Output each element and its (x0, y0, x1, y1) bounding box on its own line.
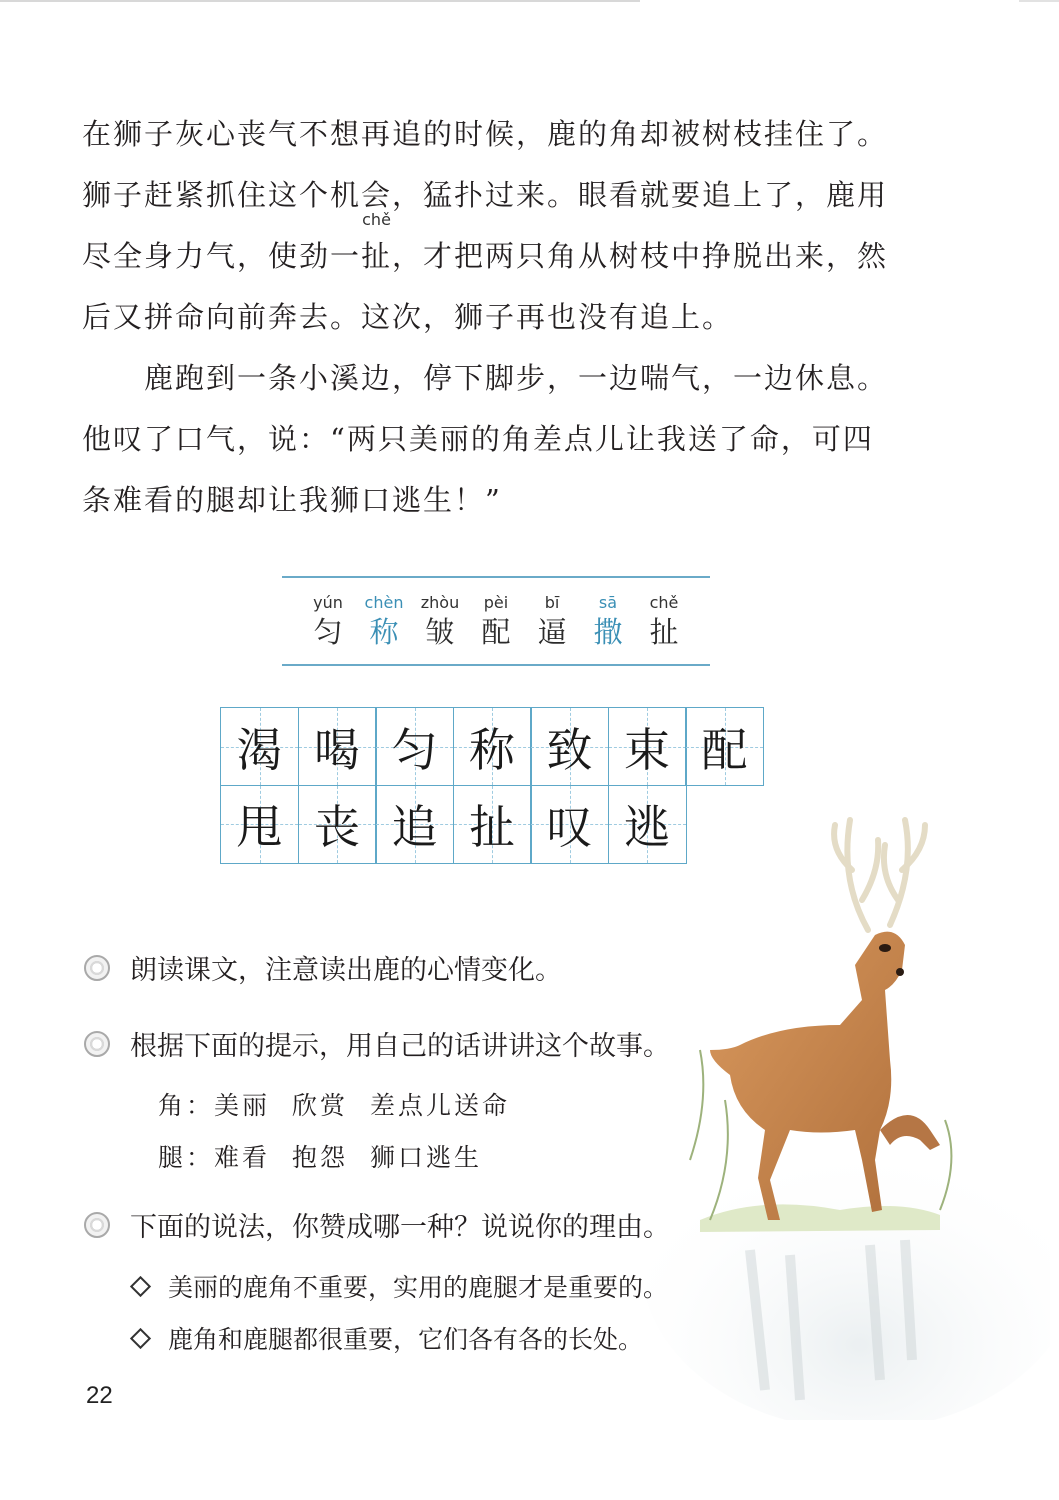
word-char: 撒 (593, 615, 623, 649)
grid-char: 甩 (236, 800, 283, 854)
grid-char: 丧 (314, 800, 360, 854)
option-text: 美丽的鹿角不重要，实用的鹿腿才是重要的。 (168, 1273, 669, 1302)
hint-word: 难看 (214, 1143, 271, 1172)
story-line: 鹿跑到一条小溪边，停下脚步，一边喘气，一边休息。 (144, 361, 889, 395)
grid-cell (453, 785, 532, 864)
new-word (535, 592, 569, 650)
deer-nose-shape (896, 968, 904, 976)
exercise-bullet-icon (84, 955, 110, 981)
grid-char: 渴 (236, 722, 283, 777)
grid-char: 喝 (314, 722, 360, 777)
word-char: 匀 (313, 615, 343, 649)
grid-cell (298, 785, 377, 864)
grid-char: 致 (546, 722, 593, 777)
word-pinyin: zhòu (420, 593, 460, 612)
exercise-text: 朗读课文，注意读出鹿的心情变化。 (130, 955, 562, 985)
deer-eye-shape (879, 944, 891, 952)
grid-char: 匀 (391, 722, 438, 777)
hint-word: 狮口逃生 (370, 1143, 483, 1172)
word-pinyin: bī (544, 593, 560, 612)
story-line: 在狮子灰心丧气不想再追的时候，鹿的角却被树枝挂住了。 (82, 117, 889, 151)
grid-cell (375, 707, 454, 786)
top-rule (0, 0, 640, 2)
new-word (479, 592, 513, 650)
deer-illustration (640, 800, 1050, 1420)
grid-char: 称 (469, 722, 515, 777)
exercise-3 (84, 1205, 670, 1244)
word-char: 称 (369, 615, 399, 649)
word-char: 配 (481, 615, 511, 649)
grid-char: 追 (391, 800, 438, 854)
story-segment: ，才把两只角从树枝中挣脱出来，然 (392, 239, 889, 273)
story-line: 后又拼命向前奔去。这次，狮子再也没有追上。 (82, 300, 734, 334)
word-char: 扯 (649, 615, 679, 649)
grid-cell (220, 785, 299, 864)
word-pinyin: sā (598, 593, 618, 612)
grid-cell (530, 707, 609, 786)
exercise-bullet-icon (84, 1031, 110, 1057)
story-text (82, 104, 912, 531)
word-pinyin: chèn (364, 593, 404, 612)
grid-char: 叹 (546, 800, 593, 854)
top-rule-right (1019, 0, 1059, 2)
ruby-pinyin: chě (362, 210, 391, 229)
new-word (311, 592, 345, 650)
word-char: 逼 (537, 615, 567, 649)
hint-word: 美丽 (214, 1091, 271, 1120)
grid-cell (530, 785, 609, 864)
word-char: 皱 (425, 615, 455, 649)
exercise-bullet-icon (84, 1212, 110, 1238)
grid-cell (220, 707, 299, 786)
new-words-strip (282, 576, 710, 666)
hint-jiao (158, 1086, 532, 1122)
diamond-icon (130, 1275, 151, 1296)
hint-label: 腿： (158, 1143, 215, 1172)
hint-label: 角： (158, 1091, 215, 1120)
antler-shape (834, 820, 925, 930)
hint-word: 差点儿送命 (370, 1091, 511, 1120)
new-word (420, 592, 460, 650)
option-1 (133, 1268, 668, 1304)
story-line: 狮子赶紧抓住这个机会，猛扑过来。眼看就要追上了，鹿用 (82, 178, 889, 212)
ruby-char (361, 210, 393, 287)
option-2 (133, 1320, 643, 1356)
new-word (364, 592, 404, 650)
ruby-base: 扯 (361, 239, 393, 273)
grid-cell (685, 707, 764, 786)
word-pinyin: chě (649, 593, 679, 612)
option-text: 鹿角和鹿腿都很重要，它们各有各的长处。 (168, 1325, 644, 1354)
grid-cell (298, 707, 377, 786)
page-number: 22 (86, 1382, 113, 1409)
grid-char: 逃 (624, 800, 670, 854)
exercise-2 (84, 1024, 670, 1063)
exercise-1 (84, 948, 562, 987)
grid-cell (375, 785, 454, 864)
word-pinyin: yún (313, 593, 343, 612)
grid-char: 扯 (469, 800, 515, 854)
grid-char: 配 (701, 722, 748, 777)
hint-word: 抱怨 (292, 1143, 349, 1172)
story-segment: 尽全身力气，使劲一 (82, 239, 362, 273)
mist-shape (640, 1090, 1050, 1420)
word-pinyin: pèi (483, 593, 509, 612)
new-word (647, 592, 681, 650)
hint-tui (158, 1138, 504, 1174)
grid-char: 束 (624, 722, 670, 777)
exercise-text: 下面的说法，你赞成哪一种？说说你的理由。 (130, 1212, 670, 1242)
grid-cell (453, 707, 532, 786)
story-line (82, 210, 912, 287)
grid-row (220, 707, 763, 785)
grid-cell (608, 707, 687, 786)
exercise-text: 根据下面的提示，用自己的话讲讲这个故事。 (130, 1031, 670, 1061)
new-word (591, 592, 625, 650)
story-line: 条难看的腿却让我狮口逃生！” (82, 483, 502, 517)
diamond-icon (130, 1327, 151, 1348)
story-line: 他叹了口气，说：“两只美丽的角差点儿让我送了命，可四 (82, 422, 874, 456)
hint-word: 欣赏 (292, 1091, 349, 1120)
